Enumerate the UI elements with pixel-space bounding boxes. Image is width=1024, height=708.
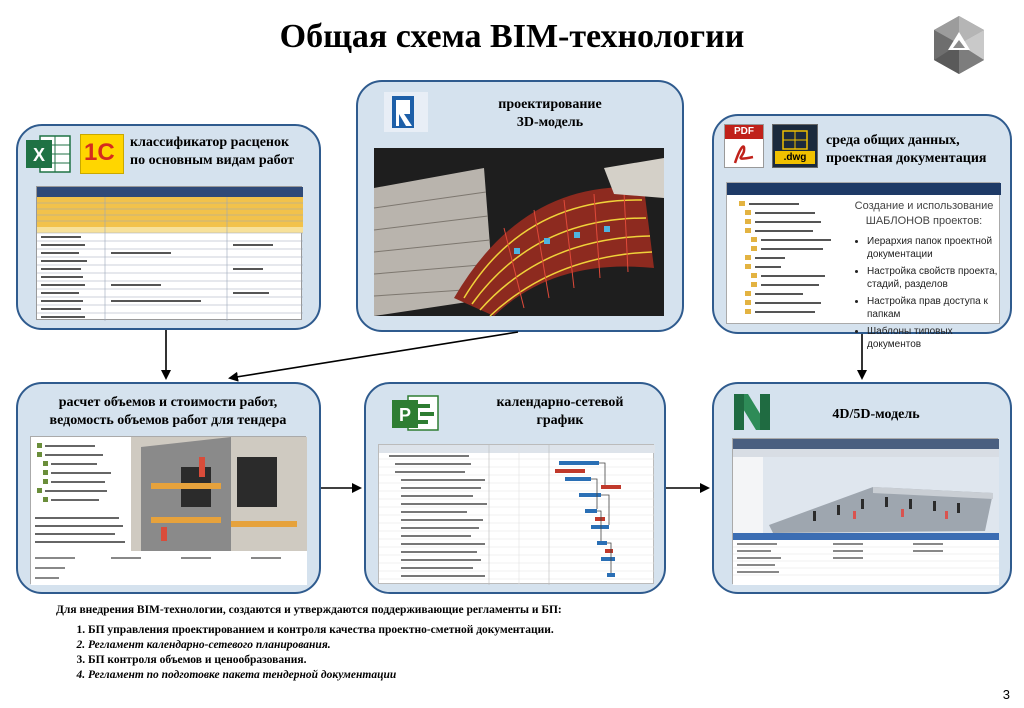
cde-label: среда общих данных, проектная документация <box>826 133 987 166</box>
notes-item: 3. БП контроля объемов и ценообразования. <box>88 653 956 668</box>
page-number: 3 <box>1002 687 1010 702</box>
svg-text:X: X <box>32 145 46 165</box>
estimate-label: расчет объемов и стоимости работ, ведомость объемов работ для тендера <box>49 395 287 428</box>
pdf-icon: PDF <box>724 124 764 168</box>
cde-bullet: • Настройка свойств проекта, стадий, разделов <box>867 265 999 291</box>
cde-doc-title: Создание и использование ШАБЛОНОВ проектов: <box>854 200 994 227</box>
notes-item: 2. Регламент календарно-сетевого планирования. <box>88 638 956 653</box>
regulations-notes <box>56 604 956 683</box>
dwg-icon: .dwg <box>772 124 818 168</box>
classifier-label: классификатор расценок по основным видам работ <box>130 135 295 168</box>
model4d-label: 4D/5D-модель <box>832 407 920 422</box>
schedule-label: календарно-сетевой график <box>496 395 624 428</box>
arrow-design-to-estimate <box>230 332 518 378</box>
page-title: Общая схема BIM-технологии <box>279 18 745 55</box>
notes-list <box>56 623 956 683</box>
svg-text:P: P <box>398 405 412 425</box>
cde-bullet: • Иерархия папок проектной документации <box>867 235 999 261</box>
notes-item: 4. Регламент по подготовке пакета тендерной документации <box>88 668 956 683</box>
cde-bullet: • Шаблоны типовых документов <box>867 325 999 351</box>
onec-logo: 1С <box>80 134 124 174</box>
cde-bullet: • Настройка прав доступа к папкам <box>867 295 999 321</box>
design-label: проектирование 3D-модель <box>498 97 602 130</box>
notes-intro: Для внедрения BIM-технологии, создаются и утверждаются поддерживающие регламенты и БП: <box>56 604 562 616</box>
notes-item: 1. БП управления проектированием и контроля качества проектно-сметной документации. <box>88 623 956 638</box>
